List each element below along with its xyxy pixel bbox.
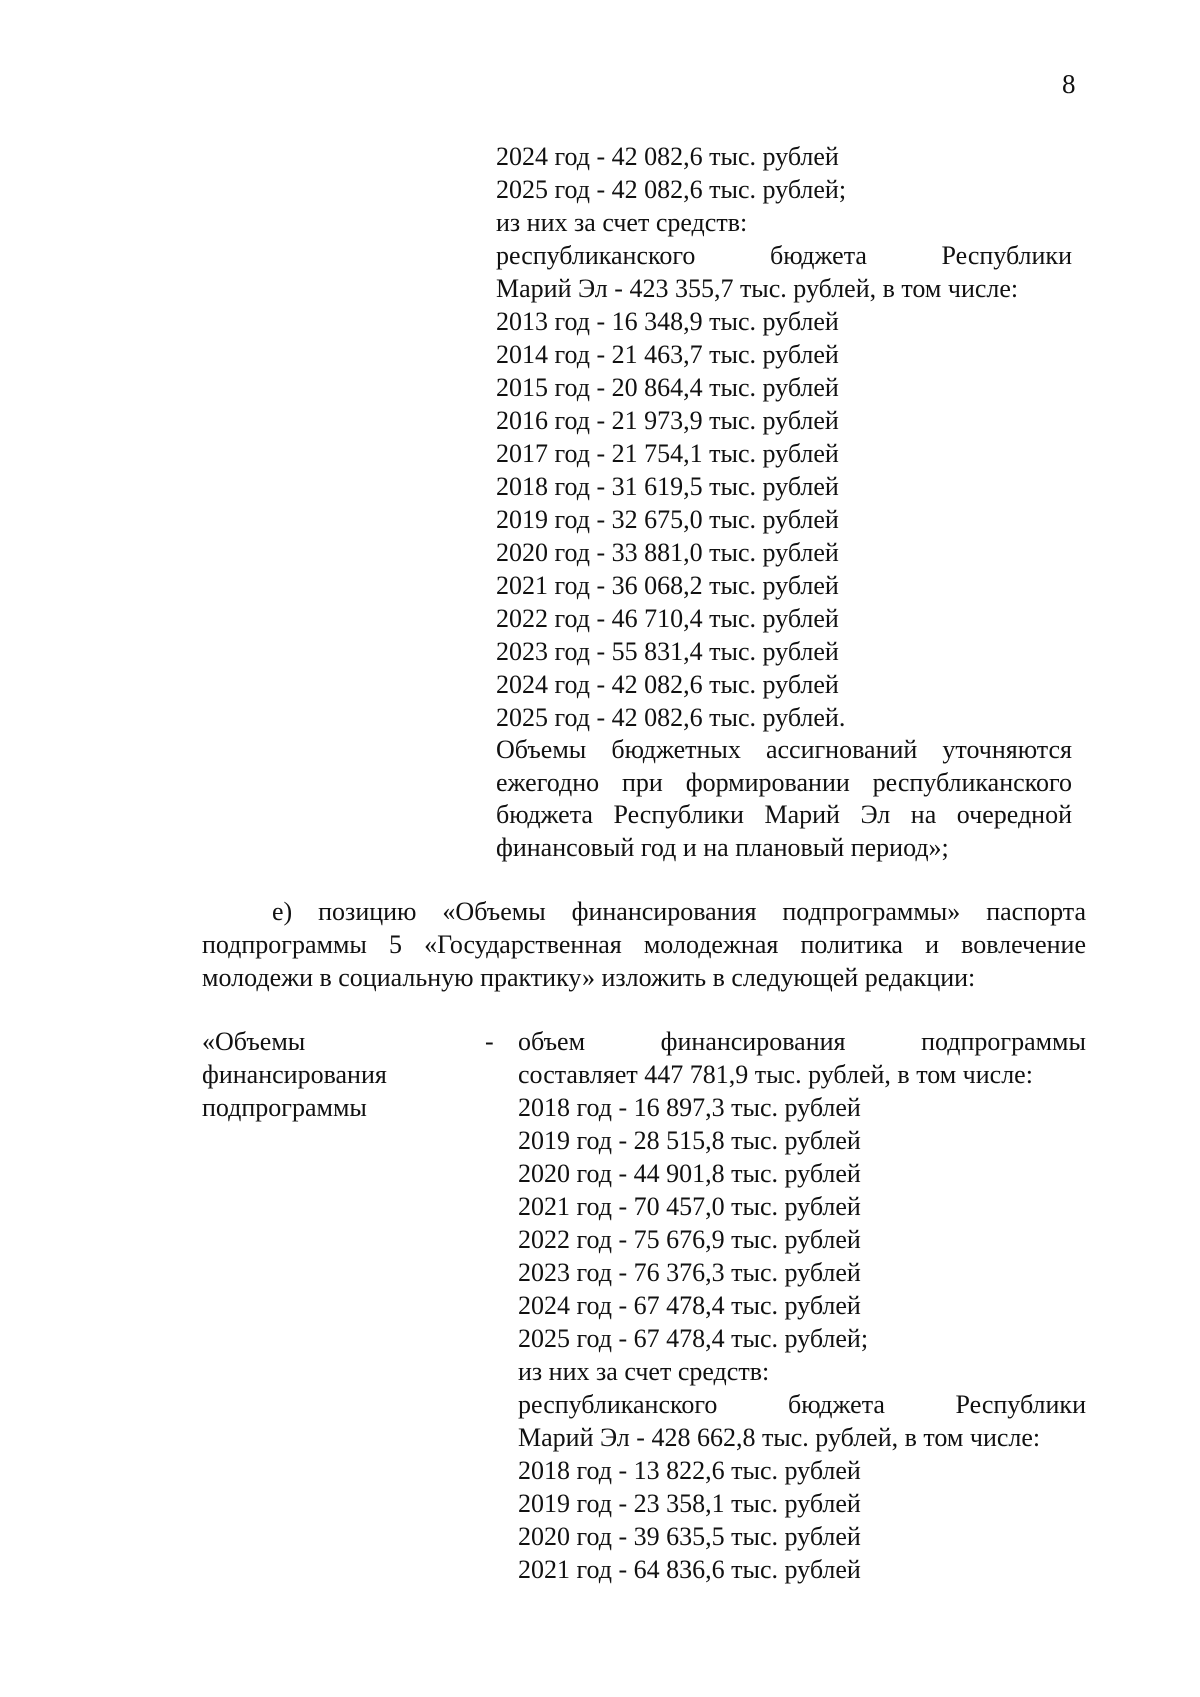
budget-total-line: Марий Эл - 423 355,7 тыс. рублей, в том числе: <box>496 274 1019 303</box>
year-line: 2016 год - 21 973,9 тыс. рублей <box>496 406 839 435</box>
word: республиканского <box>496 241 696 270</box>
year-line: 2023 год - 55 831,4 тыс. рублей <box>496 637 839 666</box>
budget-total-line: Марий Эл - 428 662,8 тыс. рублей, в том числе: <box>518 1423 1041 1452</box>
year-line: 2025 год - 42 082,6 тыс. рублей. <box>496 703 846 732</box>
funding-continuation-block <box>496 140 1072 864</box>
year-line: 2025 год - 67 478,4 тыс. рублей; <box>518 1324 869 1353</box>
label-line: финансирования <box>202 1060 387 1089</box>
word: подпрограммы <box>921 1027 1086 1056</box>
year-line: 2021 год - 64 836,6 тыс. рублей <box>518 1555 861 1584</box>
paragraph-e: е) позицию «Объемы финансирования подпрограммы» паспорта подпрограммы 5 «Государственная молодежная политика и вовлечение молодежи в социальную практику» изложить в следующей редакции: <box>202 897 1086 992</box>
word: республиканского <box>518 1390 718 1419</box>
label-line: «Объемы <box>202 1027 306 1056</box>
text-line: 2025 год - 42 082,6 тыс. рублей; <box>496 175 847 204</box>
word: финансирования <box>660 1027 846 1056</box>
justified-line <box>518 1388 1086 1421</box>
justified-line <box>496 239 1072 272</box>
year-line: 2020 год - 33 881,0 тыс. рублей <box>496 538 839 567</box>
year-line: 2024 год - 67 478,4 тыс. рублей <box>518 1291 861 1320</box>
word: бюджета <box>769 241 867 270</box>
year-line: 2018 год - 13 822,6 тыс. рублей <box>518 1456 861 1485</box>
year-line: 2021 год - 70 457,0 тыс. рублей <box>518 1192 861 1221</box>
page-number: 8 <box>1062 69 1076 99</box>
dash-separator: - <box>485 1027 494 1056</box>
year-line: 2022 год - 46 710,4 тыс. рублей <box>496 604 839 633</box>
word: бюджета <box>787 1390 885 1419</box>
position-value <box>518 1025 1086 1586</box>
year-line: 2017 год - 21 754,1 тыс. рублей <box>496 439 839 468</box>
year-line: 2023 год - 76 376,3 тыс. рублей <box>518 1258 861 1287</box>
text-line: из них за счет средств: <box>496 208 748 237</box>
word: Республики <box>955 1390 1086 1419</box>
year-line: 2022 год - 75 676,9 тыс. рублей <box>518 1225 861 1254</box>
note-paragraph: Объемы бюджетных ассигнований уточняются ежегодно при формировании республиканского бюджета Республики Марий Эл на очередной финансовый год и на плановый период»; <box>496 735 1072 862</box>
year-line: 2024 год - 42 082,6 тыс. рублей <box>496 670 839 699</box>
year-line: 2019 год - 28 515,8 тыс. рублей <box>518 1126 861 1155</box>
year-line: 2014 год - 21 463,7 тыс. рублей <box>496 340 839 369</box>
year-line: 2020 год - 39 635,5 тыс. рублей <box>518 1522 861 1551</box>
text-line: 2024 год - 42 082,6 тыс. рублей <box>496 142 839 171</box>
year-line: 2021 год - 36 068,2 тыс. рублей <box>496 571 839 600</box>
year-line: 2019 год - 23 358,1 тыс. рублей <box>518 1489 861 1518</box>
word: Республики <box>941 241 1072 270</box>
total-line: составляет 447 781,9 тыс. рублей, в том числе: <box>518 1060 1033 1089</box>
label-line: подпрограммы <box>202 1093 367 1122</box>
year-line: 2018 год - 31 619,5 тыс. рублей <box>496 472 839 501</box>
year-line: 2018 год - 16 897,3 тыс. рублей <box>518 1093 861 1122</box>
year-line: 2019 год - 32 675,0 тыс. рублей <box>496 505 839 534</box>
year-line: 2015 год - 20 864,4 тыс. рублей <box>496 373 839 402</box>
position-label <box>202 1025 452 1124</box>
year-line: 2020 год - 44 901,8 тыс. рублей <box>518 1159 861 1188</box>
year-line: 2013 год - 16 348,9 тыс. рублей <box>496 307 839 336</box>
justified-line <box>518 1025 1086 1058</box>
word: объем <box>518 1027 586 1056</box>
text-line: из них за счет средств: <box>518 1357 770 1386</box>
